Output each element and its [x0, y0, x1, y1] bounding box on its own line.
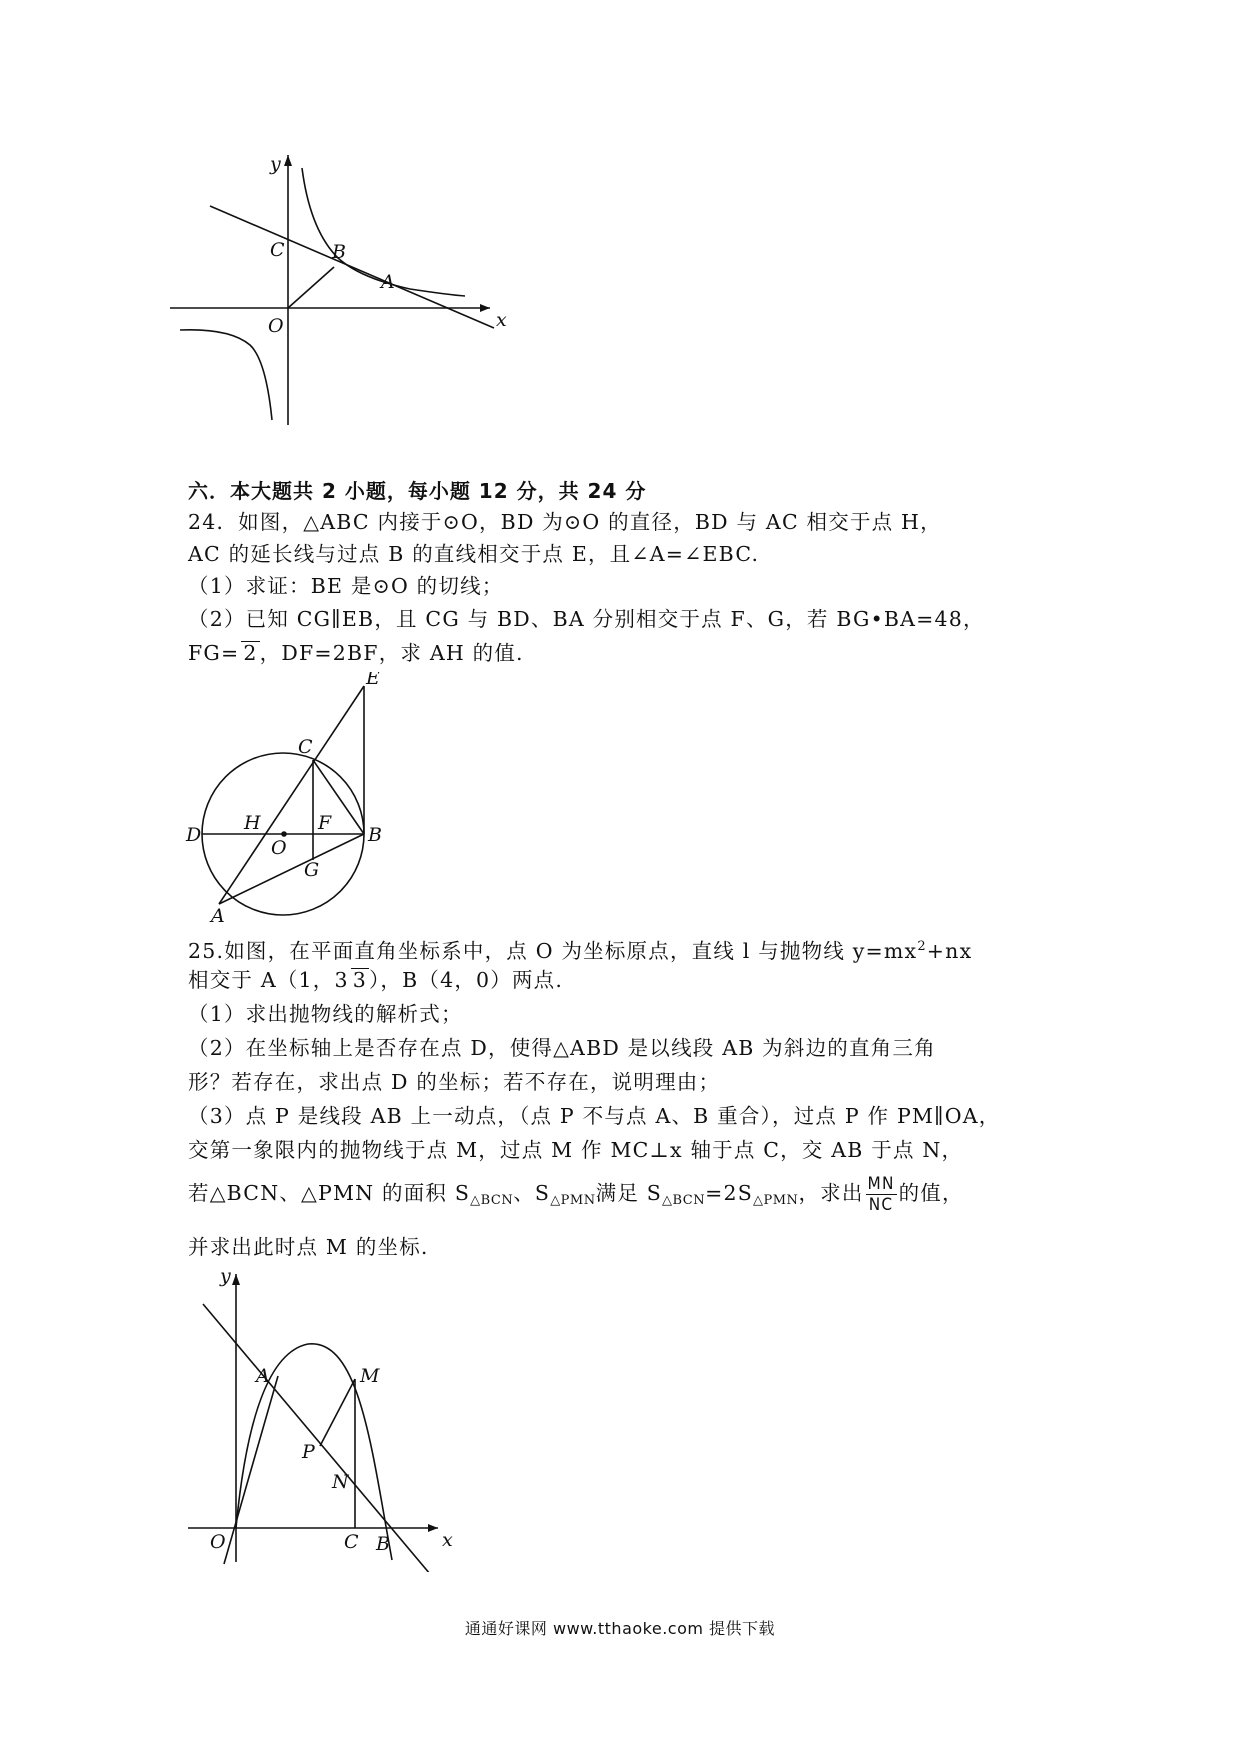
q25-part3-line4: 并求出此时点 M 的坐标. — [188, 1235, 429, 1259]
fig2-label-a: A — [211, 905, 225, 922]
fig3-label-o: O — [210, 1531, 226, 1553]
circle-diagram — [180, 672, 400, 922]
fig2-label-e: E — [366, 672, 380, 689]
fig1-label-b: B — [332, 241, 346, 263]
fig1-label-y: y — [270, 153, 281, 175]
fig1-label-c: C — [270, 239, 285, 261]
figure-hyperbola-line — [160, 140, 520, 440]
q25-part2-line1: （2）在坐标轴上是否存在点 D，使得△ABD 是以线段 AB 为斜边的直角三角 — [188, 1036, 936, 1060]
fig1-label-x: x — [496, 309, 507, 331]
fig2-label-d: D — [186, 824, 202, 846]
fig2-label-f: F — [318, 812, 332, 834]
q25-stem-line2: 相交于 A（1，3 3），B（4，0）两点. — [188, 968, 564, 992]
q25-stem-line1: 25.如图，在平面直角坐标系中，点 O 为坐标原点，直线 l 与抛物线 $y=mx^2+nx$ — [188, 939, 973, 963]
q25-part3-line2: 交第一象限内的抛物线于点 M，过点 M 作 MC⊥x 轴于点 C，交 AB 于点 N， — [188, 1138, 964, 1162]
fig2-label-h: H — [244, 812, 261, 834]
fig2-label-g: G — [304, 859, 320, 881]
fig1-label-a: A — [381, 271, 395, 293]
fig2-label-c: C — [298, 736, 313, 758]
q25-part3-line3: 若△BCN、△PMN 的面积 $S_{\triangle BCN}$、$S_{\triangle PMN}$满足 $S_{\triangle BCN}=2S_{\triangle PMN}$，求出 $\frac{MN}{NC}$ 的值， — [188, 1174, 964, 1215]
fig3-label-a: A — [256, 1365, 270, 1387]
sqrt-3: 3 — [352, 968, 367, 992]
fig3-label-y: y — [220, 1265, 231, 1287]
fig3-label-p: P — [302, 1441, 315, 1463]
fig3-label-n: N — [332, 1471, 349, 1493]
q24-part2-line2: FG= 2，DF=2BF，求 AH 的值. — [188, 641, 524, 665]
fig2-label-o: O — [271, 837, 287, 859]
fig3-label-x: x — [442, 1529, 453, 1551]
hyperbola-line-diagram — [160, 140, 520, 440]
fig1-label-o: O — [268, 315, 284, 337]
parabola-diagram — [180, 1262, 460, 1572]
section-heading: 六．本大题共 2 小题，每小题 12 分，共 24 分 — [188, 479, 647, 503]
fig3-label-m: M — [360, 1365, 380, 1387]
q24-part2-line1: （2）已知 CG∥EB，且 CG 与 BD、BA 分别相交于点 F、G，若 BG•BA=48， — [188, 607, 985, 631]
page-footer: 通通好课网 www.tthaoke.com 提供下载 — [464, 1619, 776, 1638]
fig3-label-c: C — [344, 1531, 359, 1553]
q24-part1: （1）求证：BE 是⊙O 的切线； — [188, 574, 504, 598]
q24-stem-line1: 24．如图，△ABC 内接于⊙O，BD 为⊙O 的直径，BD 与 AC 相交于点 H， — [188, 510, 942, 534]
figure-circle — [180, 672, 400, 922]
q25-part1: （1）求出抛物线的解析式； — [188, 1002, 463, 1026]
q25-part3-line1: （3）点 P 是线段 AB 上一动点，（点 P 不与点 A、B 重合），过点 P 作 PM∥OA， — [188, 1104, 1001, 1128]
fig2-label-b: B — [368, 824, 382, 846]
q25-part2-line2: 形？若存在，求出点 D 的坐标；若不存在，说明理由； — [188, 1070, 721, 1094]
figure-parabola — [180, 1262, 460, 1572]
q24-stem-line2: AC 的延长线与过点 B 的直线相交于点 E，且∠A=∠EBC. — [188, 542, 760, 566]
fig3-label-b: B — [376, 1533, 390, 1555]
sqrt-2: 2 — [243, 641, 258, 665]
fraction-mn-nc: $\frac{MN}{NC}$ — [867, 1174, 895, 1215]
